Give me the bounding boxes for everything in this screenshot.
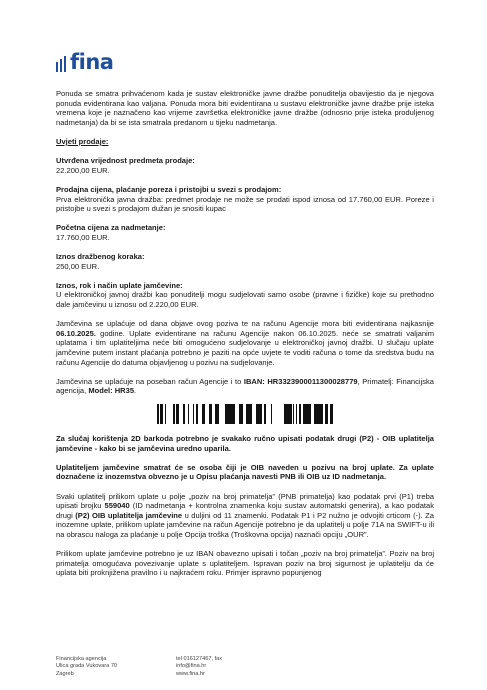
fina-logo — [56, 52, 113, 72]
last-paragraph: Prilikom uplate jamčevine potrebno je uz IBAN obavezno upisati i točan „poziv na broj primatelja”. Poziv na broj primatelja omogućava povezivanje uplate s uplatiteljem. Ispravan poziv na broj sigurnost je uplatitelju da će uplata biti proknjižena pravilno i u najkraćem roku. Primjer ispravno popunjenog — [56, 549, 434, 578]
footer-address: Financijska agencija Ulica grada Vukovara 70 Zagreb — [56, 656, 118, 677]
price-heading: Prodajna cijena, plaćanje poreza i pristojbi u svezi s prodajom: — [56, 184, 282, 194]
2d-barcode-icon — [157, 404, 333, 424]
iban-value: IBAN: HR3323900011300028779 — [243, 376, 358, 386]
conditions-heading: Uvjeti prodaje: — [56, 136, 109, 146]
model-value: Model: HR35 — [88, 386, 135, 396]
fina-logo-text: fina — [70, 50, 114, 74]
deposit-text: U elektroničkoj javnoj dražbi kao ponuditelji mogu sudjelovati samo osobe (pravne i fizičke) koje su prethodno dale jamčevinu u iznosu od 2.220,00 EUR. — [56, 290, 434, 310]
payer-note: Uplatiteljem jamčevine smatrat će se osoba čiji je OIB naveden u pozivu na broj uplate. Za uplate doznačene iz inozemstva obvezno je u Opisu plaćanja navesti PNB ili OIB uz ID nadmetanja. — [56, 462, 434, 482]
step-amount: 250,00 EUR. — [56, 261, 100, 271]
price-text: Prva elektronička javna dražba: predmet prodaje ne može se prodati ispod iznosa od 17.760,00 EUR. Poreze i pristojbe u svezi s prodajom dužan je snositi kupac — [56, 194, 434, 214]
value-heading: Utvrđena vrijednost predmeta prodaje: — [56, 156, 195, 166]
start-price-heading: Početna cijena za nadmetanje: — [56, 223, 166, 233]
pnb-paragraph: Svaki uplatitelj prilikom uplate u polje „poziv na broj primatelja” (PNB primatelja) kao podatak prvi (P1) treba upisati brojku 559040 (ID nadmetanja + kontrolna znamenka koju sustav automatski generira), a kao podatak drugi (P2) OIB uplatitelja jamčevine u duljini od 11 znamenki. Podatak P1 i P2 nužno je odvojiti crticom (-). Za inozemne uplate, prilikom uplate jamčevine na račun Agencije potrebno je da uplatitelj u polje 71A na SWIFT-u ili na obrascu naloga za plaćanje u polje Opcija troška (Troškovna opcija) naznači opciju „OUR”. — [56, 491, 434, 539]
deposit-heading: Iznos, rok i način uplate jamčevine: — [56, 280, 183, 290]
document-body — [56, 89, 434, 578]
step-heading: Iznos dražbenog koraka: — [56, 252, 145, 262]
iban-paragraph: Jamčevina se uplaćuje na poseban račun Agencije i to IBAN: HR3323900011300028779, Primatelj: Financijska agencija, Model: HR35. — [56, 376, 434, 396]
start-price-amount: 17.760,00 EUR. — [56, 232, 110, 242]
deposit-payment-paragraph: Jamčevina se uplaćuje od dana objave ovog poziva te na računu Agencije mora biti evidentirana najkasnije 06.10.2025. godine. Uplate evidentirane na računu Agencije nakon 06.10.2025. neće se smatrati valjanim uplatama i tim uplatiteljima neće biti omogućeno sudjelovanje u elektroničkoj javnoj dražbi. U slučaju uplate jamčevine putem instant plaćanja potrebno je paziti na opće uvjete te voditi računa o tome da sredstva budu na računu Agencije do datuma objavljenog u pozivu na sudjelovanje. — [56, 319, 434, 367]
footer-contact: tel 016127467, fax info@fina.hr www.fina.hr — [176, 656, 223, 677]
barcode-note: Za slučaj korištenja 2D barkoda potrebno je svakako ručno upisati podatak drugi (P2) - OIB uplatitelja jamčevine - kako bi se jamčevina uredno uparila. — [56, 434, 434, 453]
value-amount: 22.200,00 EUR. — [56, 165, 110, 175]
fina-logo-bars-icon — [56, 55, 66, 72]
paragraph-offer-accepted: Ponuda se smatra prihvaćenom kada je sustav elektroničke javne dražbe ponuditelja obavijestio da je njegova ponuda evidentirana kao valjana. Ponuda mora biti evidentirana u sustavu elektroničke javne dražbe prije isteka vremena koje je naznačeno kao vrijeme završetka elektroničke javne dražbe (odnosno prije isteka produljenog nadmetanja) da bi se ista smatrala predanom u tijeku nadmetanja. — [56, 89, 434, 127]
